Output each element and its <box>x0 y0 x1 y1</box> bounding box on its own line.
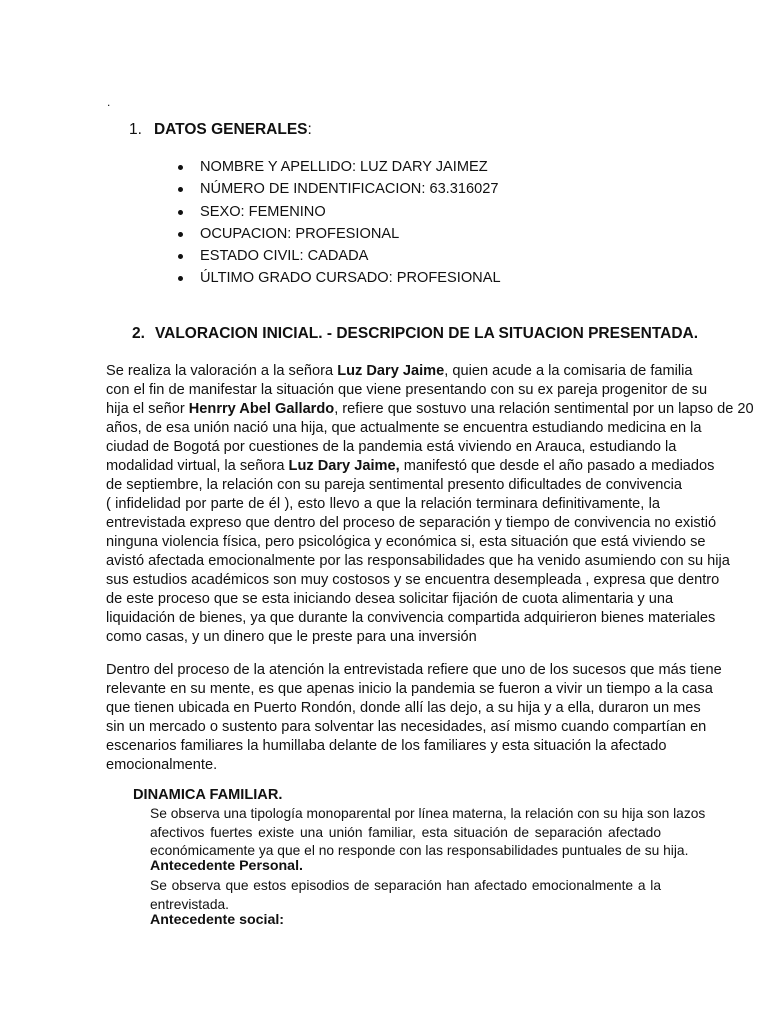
situation-paragraph <box>106 362 754 647</box>
paragraph-line: entrevistada expreso que dentro del proceso de separación y tiempo de convivencia no existió <box>106 515 717 531</box>
section2-number: 2. <box>132 325 145 342</box>
personal-background-text <box>150 877 661 914</box>
ex-partner-name: Henrry Abel Gallardo <box>188 401 335 417</box>
paragraph-line: años, de esa unión nació una hija, que actualmente se encuentra estudiando medicina en la <box>106 420 702 436</box>
section2-title: VALORACION INICIAL. - DESCRIPCION DE LA SITUACION PRESENTADA. <box>154 325 699 342</box>
family-dynamics-heading: DINAMICA FAMILIAR. <box>133 787 283 803</box>
section2-heading <box>132 325 698 343</box>
client-name: Luz Dary Jaime, <box>288 458 400 474</box>
paragraph-line: de septiembre, la relación con su pareja sentimental presento dificultades de convivencia <box>106 477 682 493</box>
paragraph-line: ( infidelidad por parte de él ), esto llevo a que la relación terminara definitivamente, la <box>106 496 660 512</box>
list-item-id: NÚMERO DE INDENTIFICACION: 63.316027 <box>178 179 501 201</box>
paragraph-line: sin un mercado o sustento para solventar las necesidades, así mismo cuando compartían en <box>106 719 707 735</box>
paragraph-line: modalidad virtual, la señora Luz Dary Jaime, manifestó que desde el año pasado a mediados <box>106 458 715 474</box>
list-item-civil-status: ESTADO CIVIL: CADADA <box>178 246 501 268</box>
section1-heading <box>129 121 312 139</box>
paragraph-line: avistó afectada emocionalmente por las responsabilidades que ha venido asumiendo con su hija <box>106 553 730 569</box>
social-background-heading: Antecedente social: <box>150 912 285 928</box>
paragraph-line: Dentro del proceso de la atención la entrevistada refiere que uno de los sucesos que más tiene <box>106 662 722 678</box>
paragraph-line: ciudad de Bogotá por cuestiones de la pandemia está viviendo en Arauca, estudiando la <box>106 439 677 455</box>
list-item-sex: SEXO: FEMENINO <box>178 202 501 224</box>
section1-colon: : <box>307 121 312 138</box>
paragraph-line: entrevistada. <box>150 896 229 912</box>
paragraph-line: de este proceso que se esta iniciando desea solicitar fijación de cuota alimentaria y una <box>106 591 674 607</box>
personal-background-heading: Antecedente Personal. <box>150 858 303 874</box>
paragraph-line: relevante en su mente, es que apenas inicio la pandemia se fueron a vivir un tiempo a la casa <box>106 681 713 697</box>
section1-title: DATOS GENERALES <box>153 121 308 138</box>
paragraph-line: emocionalmente. <box>106 757 218 773</box>
section1-number: 1. <box>129 121 142 138</box>
paragraph-line: Se observa que estos episodios de separación han afectado emocionalmente a la <box>150 878 661 893</box>
paragraph-line: afectivos fuertes existe una unión familiar, esta situación de separación afectado <box>150 824 661 840</box>
paragraph-line: económicamente ya que el no responde con las responsabilidades puntuales de su hija. <box>150 843 689 859</box>
page-dot: . <box>107 95 111 109</box>
paragraph-line: hija el señor Henrry Abel Gallardo, refiere que sostuvo una relación sentimental por un lapso de 20 <box>106 401 754 417</box>
list-item-name: NOMBRE Y APELLIDO: LUZ DARY JAIMEZ <box>178 157 501 179</box>
paragraph-line: sus estudios académicos son muy costosos y se encuentra desempleada , expresa que dentro <box>106 572 720 588</box>
general-data-list <box>178 157 501 291</box>
list-item-occupation: OCUPACION: PROFESIONAL <box>178 224 501 246</box>
paragraph-line: ninguna violencia física, pero psicológica y económica si, esta situación que está viviendo se <box>106 534 706 550</box>
paragraph-line: Se realiza la valoración a la señora Luz Dary Jaime, quien acude a la comisaria de familia <box>106 363 693 379</box>
paragraph-line: liquidación de bienes, ya que durante la convivencia compartida adquirieron bienes materiales <box>106 610 716 626</box>
attention-paragraph <box>106 661 722 775</box>
paragraph-line: con el fin de manifestar la situación que viene presentando con su ex pareja progenitor de su <box>106 382 708 398</box>
paragraph-line: que tienen ubicada en Puerto Rondón, donde allí las dejo, a su hija y a ella, duraron un mes <box>106 700 701 716</box>
paragraph-line: Se observa una tipología monoparental por línea materna, la relación con su hija son lazos <box>150 806 706 821</box>
client-name: Luz Dary Jaime <box>337 363 445 379</box>
paragraph-line: como casas, y un dinero que le preste para una inversión <box>106 629 477 645</box>
family-dynamics-text <box>150 805 706 861</box>
paragraph-line: escenarios familiares la humillaba delante de los familiares y esta situación la afectado <box>106 738 667 754</box>
list-item-education: ÚLTIMO GRADO CURSADO: PROFESIONAL <box>178 268 501 290</box>
